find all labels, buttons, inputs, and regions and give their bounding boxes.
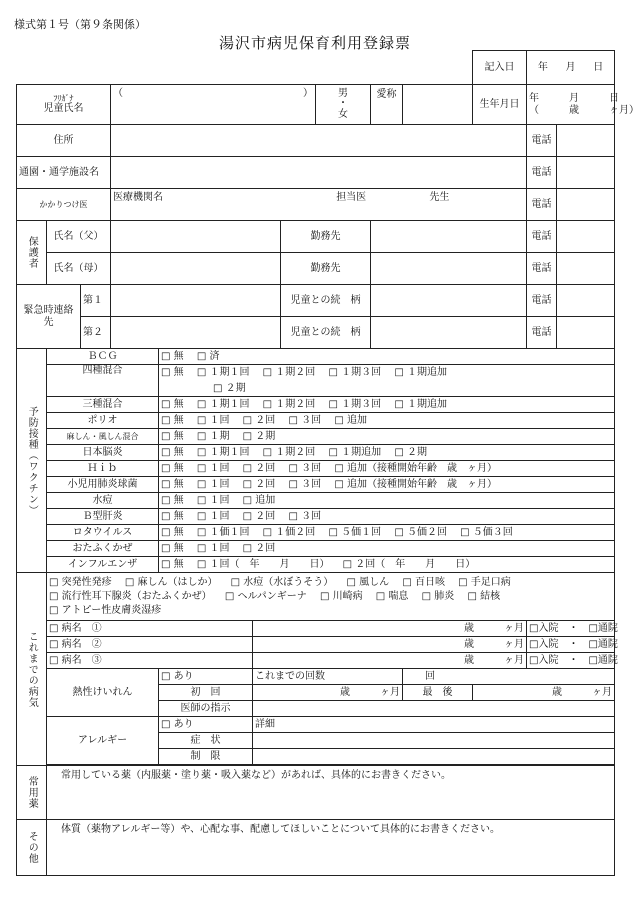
vaccine-8-opt-2[interactable]: □ 追加 [242, 494, 276, 506]
vaccine-4-opt-2[interactable]: □ ２期 [242, 430, 276, 442]
address-label: 住所 [17, 125, 111, 157]
mother-phone-label: 電話 [527, 253, 557, 285]
mother-work-field[interactable] [371, 253, 527, 285]
record-year: 年 [537, 61, 548, 73]
vaccine-8-opt-0[interactable]: □ 無 [161, 494, 184, 506]
school-phone-label: 電話 [527, 157, 557, 189]
birth-field[interactable] [527, 85, 639, 125]
vaccine-0-opt-0[interactable]: □ 無 [161, 350, 184, 362]
sex-dot: ・ [338, 98, 348, 110]
vaccine-options-9[interactable] [159, 509, 615, 525]
febrile-last-label: 最 後 [403, 685, 473, 701]
school-field[interactable] [111, 157, 527, 189]
allergy-label: アレルギー [47, 717, 159, 765]
mother-work-label: 勤務先 [281, 253, 371, 285]
vaccine-options-12[interactable] [159, 557, 615, 573]
doctor-label: かかりつけ医 [17, 189, 111, 221]
doctor-phone-field[interactable] [557, 189, 615, 221]
vaccine-7-opt-4[interactable]: □ 追加（接種開始年齢 歳 ヶ月） [334, 478, 497, 490]
birth-age: （ 歳 ヶ月） [529, 104, 639, 116]
vaccine-3-opt-2[interactable]: □ ２回 [242, 414, 276, 426]
vaccine-options-7[interactable] [159, 477, 615, 493]
emergency-second-relation-field[interactable] [371, 317, 527, 349]
emergency-second-phone-label: 電話 [527, 317, 557, 349]
vaccine-4-opt-1[interactable]: □ １期 [196, 430, 230, 442]
vaccine-10-opt-0[interactable]: □ 無 [161, 526, 184, 538]
vaccine-4-opt-0[interactable]: □ 無 [161, 430, 184, 442]
emergency-label: 緊急時連絡先 [17, 285, 81, 349]
emergency-first-field[interactable] [111, 285, 281, 317]
disease-1-label[interactable]: □ 病名 ① [47, 621, 253, 637]
child-name-field[interactable] [111, 85, 316, 125]
mother-phone-field[interactable] [557, 253, 615, 285]
allergy-symptom-label: 症 状 [159, 733, 253, 749]
vaccine-1-opt-1[interactable]: □ １期１回 [196, 367, 250, 378]
father-phone-label: 電話 [527, 221, 557, 253]
emergency-first-label: 第１ [81, 285, 111, 317]
allergy-symptom-field[interactable] [253, 733, 615, 749]
sex-female: 女 [338, 108, 348, 120]
vaccine-12-opt-1[interactable]: □ １回（ 年 月 日） [196, 558, 330, 570]
allergy-restriction-field[interactable] [253, 749, 615, 765]
meds-instructions: 常用している薬（内服薬・塗り薬・吸入薬など）があれば、具体的にお書きください。 [61, 770, 451, 781]
record-date-field[interactable] [527, 51, 615, 85]
vaccine-6-opt-0[interactable]: □ 無 [161, 462, 184, 474]
febrile-label: 熱性けいれん [47, 669, 159, 717]
vaccine-5-opt-1[interactable]: □ １期１回 [196, 446, 250, 458]
sex-male: 男 [338, 87, 348, 99]
emergency-second-relation-label: 児童との続 柄 [281, 317, 371, 349]
febrile-count-field[interactable] [403, 669, 615, 685]
history-2-5[interactable]: □ 結核 [467, 590, 501, 602]
mother-label: 氏名（母） [47, 253, 111, 285]
other-instructions: 体質（薬物アレルギー等）や、心配な事、配慮してほしいことについて具体的にお書きください。 [61, 824, 500, 835]
vaccine-name-6: Ｈｉｂ [47, 461, 159, 477]
other-field[interactable] [47, 820, 615, 876]
allergy-restriction-label: 制 限 [159, 749, 253, 765]
vaccine-7-opt-1[interactable]: □ １回 [196, 478, 230, 490]
vaccine-10-opt-5[interactable]: □ ５価３回 [460, 526, 513, 538]
febrile-last-age[interactable]: 歳 ヶ月 [473, 685, 615, 701]
vaccine-8-opt-1[interactable]: □ １回 [196, 494, 230, 506]
blank-top [17, 51, 473, 85]
emergency-second-label: 第２ [81, 317, 111, 349]
address-phone-field[interactable] [557, 125, 615, 157]
record-date-label: 記入日 [473, 51, 527, 85]
vaccine-name-2: 三種混合 [47, 397, 159, 413]
address-phone-label: 電話 [527, 125, 557, 157]
guardian-label: 保護者 [17, 221, 47, 285]
febrile-doctor-note-label: 医師の指示 [159, 701, 253, 717]
address-field[interactable] [111, 125, 527, 157]
vaccine-options-3[interactable] [159, 413, 615, 429]
vaccine-5-opt-3[interactable]: □ １期追加 [328, 446, 382, 458]
paren-open: （ [113, 88, 123, 99]
history-3-0[interactable]: □ アトピー性皮膚炎湿疹 [49, 604, 162, 616]
father-label: 氏名（父） [47, 221, 111, 253]
vaccine-name-12: インフルエンザ [47, 557, 159, 573]
vaccine-name-11: おたふくかぜ [47, 541, 159, 557]
history-1-4[interactable]: □ 百日咳 [402, 576, 445, 588]
record-day: 日 [593, 61, 604, 73]
vaccine-name-3: ポリオ [47, 413, 159, 429]
vaccine-0-opt-1[interactable]: □ 済 [196, 350, 220, 362]
disease-2-age[interactable]: 歳 ヶ月 [253, 637, 527, 653]
meds-field[interactable] [47, 766, 615, 820]
other-label: その他 [17, 820, 47, 876]
disease-2-label[interactable]: □ 病名 ② [47, 637, 253, 653]
vaccine-3-opt-0[interactable]: □ 無 [161, 414, 184, 426]
school-phone-field[interactable] [557, 157, 615, 189]
vaccine-10-opt-1[interactable]: □ １価１回 [196, 526, 250, 538]
mother-field[interactable] [111, 253, 281, 285]
vaccine-2-opt-1[interactable]: □ １期１回 [196, 398, 250, 410]
vaccine-name-1: 四種混合 [47, 365, 159, 397]
child-name-text: 児童氏名 [43, 103, 84, 115]
school-label: 通園・通学施設名 [17, 157, 111, 189]
father-field[interactable] [111, 221, 281, 253]
vaccine-2-opt-0[interactable]: □ 無 [161, 398, 184, 410]
emergency-first-phone-label: 電話 [527, 285, 557, 317]
vaccine-options-5[interactable] [159, 445, 615, 461]
vaccine-name-0: ＢＣＧ [47, 349, 159, 365]
vaccine-7-opt-2[interactable]: □ ２回 [242, 478, 276, 490]
sex-field[interactable] [316, 85, 371, 125]
history-2-2[interactable]: □ 川崎病 [319, 590, 363, 602]
vaccine-2-opt-2[interactable]: □ １期２回 [262, 398, 316, 410]
history-1-2[interactable]: □ 水痘（水ぼうそう） [230, 576, 334, 588]
vaccine-10-opt-2[interactable]: □ １価２回 [262, 526, 316, 538]
vaccine-5-opt-0[interactable]: □ 無 [161, 446, 184, 458]
father-work-label: 勤務先 [281, 221, 371, 253]
allergy-detail-label: 詳細 [253, 717, 615, 733]
vaccine-options-4[interactable] [159, 429, 615, 445]
vaccine-5-opt-2[interactable]: □ １期２回 [262, 446, 316, 458]
history-1-0[interactable]: □ 突発性発疹 [49, 576, 112, 588]
vaccine-1-opt2-0[interactable]: □ ２期 [213, 382, 246, 394]
vaccine-11-opt-1[interactable]: □ １回 [196, 542, 230, 554]
vaccine-6-opt-4[interactable]: □ 追加（接種開始年齢 歳 ヶ月） [334, 462, 497, 474]
febrile-doctor-note-field[interactable] [253, 701, 615, 717]
disease-1-status[interactable]: □入院 ・ □通院 [527, 621, 615, 637]
father-work-field[interactable] [371, 221, 527, 253]
record-month: 月 [565, 61, 576, 73]
disease-1-age[interactable]: 歳 ヶ月 [253, 621, 527, 637]
history-1-3[interactable]: □ 風しん [346, 576, 390, 588]
febrile-first-age[interactable]: 歳 ヶ月 [253, 685, 403, 701]
vaccine-3-opt-3[interactable]: □ ３回 [288, 414, 322, 426]
form-id: 様式第１号（第９条関係） [14, 18, 146, 31]
vaccine-2-opt-3[interactable]: □ １期３回 [328, 398, 382, 410]
emergency-second-phone-field[interactable] [557, 317, 615, 349]
meds-label: 常用薬 [17, 766, 47, 820]
vaccine-2-opt-4[interactable]: □ １期追加 [394, 398, 447, 410]
vaccine-11-opt-0[interactable]: □ 無 [161, 542, 184, 554]
paren-close: ） [303, 88, 313, 99]
emergency-first-relation-field[interactable] [371, 285, 527, 317]
vaccine-9-opt-3[interactable]: □ ３回 [288, 510, 322, 522]
vaccine-6-opt-2[interactable]: □ ２回 [242, 462, 276, 474]
doctor-field[interactable] [111, 189, 527, 221]
vaccine-9-opt-1[interactable]: □ １回 [196, 510, 230, 522]
vaccine-options-10[interactable] [159, 525, 615, 541]
furigana-label: ﾌﾘｶﾞﾅ [53, 94, 74, 104]
disease-3-status[interactable]: □入院 ・ □通院 [527, 653, 615, 669]
vaccine-5-opt-4[interactable]: □ ２期 [394, 446, 427, 458]
febrile-count-unit: 回 [425, 670, 435, 682]
vaccine-options-0[interactable] [159, 349, 615, 365]
emergency-second-field[interactable] [111, 317, 281, 349]
vaccine-1-opt-0[interactable]: □ 無 [161, 367, 184, 378]
vaccine-options-11[interactable] [159, 541, 615, 557]
vaccine-6-opt-1[interactable]: □ １回 [196, 462, 230, 474]
registration-table [16, 50, 639, 876]
febrile-yes[interactable]: □ あり [159, 669, 253, 685]
child-name-label [17, 85, 111, 125]
vaccine-3-opt-1[interactable]: □ １回 [196, 414, 230, 426]
vaccine-options-1b[interactable] [159, 381, 615, 397]
disease-3-label[interactable]: □ 病名 ③ [47, 653, 253, 669]
history-2-1[interactable]: □ ヘルパンギーナ [224, 590, 307, 602]
birth-label: 生年月日 [473, 85, 527, 125]
vaccine-10-opt-4[interactable]: □ ５価２回 [394, 526, 447, 538]
disease-3-age[interactable]: 歳 ヶ月 [253, 653, 527, 669]
vaccine-options-6[interactable] [159, 461, 615, 477]
vaccine-options-2[interactable] [159, 397, 615, 413]
vaccine-7-opt-3[interactable]: □ ３回 [288, 478, 322, 490]
vaccine-7-opt-0[interactable]: □ 無 [161, 478, 184, 490]
father-phone-field[interactable] [557, 221, 615, 253]
vaccine-6-opt-3[interactable]: □ ３回 [288, 462, 322, 474]
vaccine-name-8: 水痘 [47, 493, 159, 509]
vaccine-11-opt-2[interactable]: □ ２回 [242, 542, 276, 554]
doctor-phone-label: 電話 [527, 189, 557, 221]
doctor-name-label: 担当医 [336, 192, 367, 203]
vaccine-9-opt-0[interactable]: □ 無 [161, 510, 184, 522]
vaccine-name-10: ロタウイルス [47, 525, 159, 541]
history-1-1[interactable]: □ 麻しん（はしか） [124, 576, 218, 588]
nickname-field[interactable] [403, 85, 473, 125]
birth-date: 年 月 日 [529, 93, 620, 104]
clinic-label: 医療機関名 [113, 192, 163, 203]
vaccine-1-opt-2[interactable]: □ １期２回 [262, 367, 316, 378]
emergency-first-phone-field[interactable] [557, 285, 615, 317]
disease-2-status[interactable]: □入院 ・ □通院 [527, 637, 615, 653]
history-2-0[interactable]: □ 流行性耳下腺炎（おたふくかぜ） [49, 590, 212, 602]
vaccine-3-opt-4[interactable]: □ 追加 [334, 414, 367, 426]
history-2-4[interactable]: □ 肺炎 [421, 590, 455, 602]
history-label: これまでの病気 [17, 573, 47, 766]
nickname-label: 愛称 [371, 85, 403, 125]
febrile-count-label: これまでの回数 [253, 669, 403, 685]
vaccine-1-opt-3[interactable]: □ １期３回 [328, 367, 382, 378]
history-1-5[interactable]: □ 手足口病 [458, 576, 511, 588]
allergy-yes[interactable]: □ あり [159, 717, 253, 733]
vaccine-name-9: Ｂ型肝炎 [47, 509, 159, 525]
vaccine-name-5: 日本脳炎 [47, 445, 159, 461]
vaccine-12-opt-0[interactable]: □ 無 [161, 558, 184, 570]
vaccine-label: 予防接種（ワクチン） [17, 349, 47, 573]
sensei-label: 先生 [429, 192, 450, 203]
vaccine-9-opt-2[interactable]: □ ２回 [242, 510, 276, 522]
vaccine-10-opt-3[interactable]: □ ５価１回 [328, 526, 382, 538]
vaccine-name-7: 小児用肺炎球菌 [47, 477, 159, 493]
vaccine-12-opt-2[interactable]: □ ２回（ 年 月 日） [342, 558, 476, 570]
vaccine-options-1[interactable] [159, 365, 615, 381]
form-title: 湯沢市病児保育利用登録票 [218, 34, 411, 52]
emergency-first-relation-label: 児童との続 柄 [281, 285, 371, 317]
history-checklist[interactable] [47, 573, 615, 621]
history-2-3[interactable]: □ 喘息 [375, 590, 409, 602]
vaccine-options-8[interactable] [159, 493, 615, 509]
vaccine-name-4: 麻しん・風しん混合 [47, 429, 159, 445]
febrile-first-label: 初 回 [159, 685, 253, 701]
vaccine-1-opt-4[interactable]: □ １期追加 [394, 367, 447, 378]
